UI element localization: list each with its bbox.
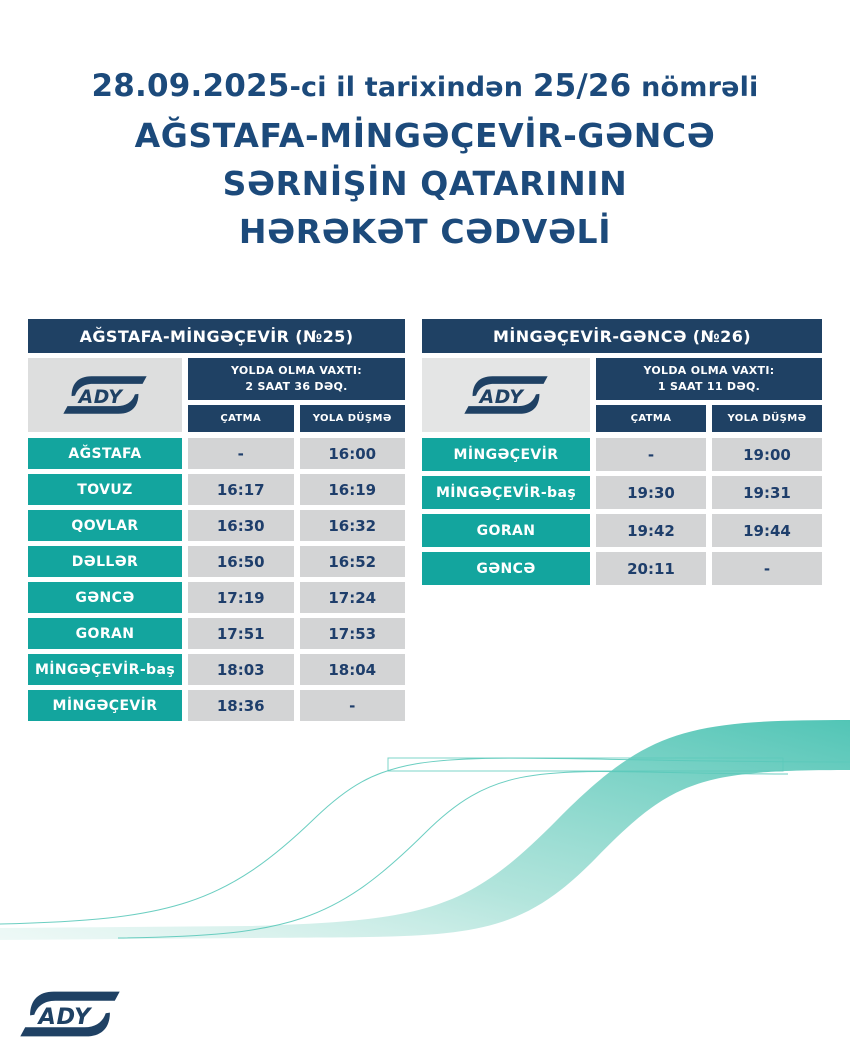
departure-column-header: YOLA DÜŞMƏ: [712, 405, 822, 432]
timetable-25-title: AĞSTAFA-MİNGƏÇEVİR (№25): [28, 319, 405, 353]
station-name: GORAN: [422, 514, 590, 547]
arrival-time: 16:17: [188, 474, 294, 505]
table-row: [422, 514, 822, 547]
timetable-25: [28, 319, 405, 721]
departure-time: 16:00: [300, 438, 406, 469]
wave-decoration: [0, 700, 850, 950]
poster-title: [0, 0, 850, 256]
ady-logo-cell: [422, 358, 590, 432]
table-row: [28, 510, 405, 541]
departure-time: 17:53: [300, 618, 406, 649]
title-train-type: SƏRNİŞİN QATARININ: [222, 164, 628, 203]
footer-ady-logo-icon: [16, 979, 124, 1049]
timetable-26-header: [422, 358, 822, 432]
table-row: [28, 546, 405, 577]
travel-time-label: YOLDA OLMA VAXTI:: [643, 364, 775, 378]
station-name: MİNGƏÇEVİR-baş: [28, 654, 182, 685]
ady-logo-icon: [61, 365, 149, 425]
table-row: [422, 552, 822, 585]
departure-time: 16:19: [300, 474, 406, 505]
ady-logo-icon: [462, 365, 550, 425]
travel-time-box: [596, 358, 822, 400]
arrival-time: 19:42: [596, 514, 706, 547]
table-row: [28, 654, 405, 685]
arrival-time: -: [596, 438, 706, 471]
departure-time: 19:00: [712, 438, 822, 471]
table-row: [422, 476, 822, 509]
timetable-25-header-right: [188, 358, 405, 432]
departure-time: 19:44: [712, 514, 822, 547]
arrival-time: 18:03: [188, 654, 294, 685]
column-headers: [188, 405, 405, 432]
table-row: [28, 618, 405, 649]
departure-column-header: YOLA DÜŞMƏ: [300, 405, 406, 432]
arrival-time: 18:36: [188, 690, 294, 721]
table-row: [422, 438, 822, 471]
timetable-25-header: [28, 358, 405, 432]
departure-time: 18:04: [300, 654, 406, 685]
timetable-26-rows: [422, 438, 822, 585]
table-row: [28, 690, 405, 721]
departure-time: -: [300, 690, 406, 721]
table-row: [28, 474, 405, 505]
timetable-26-header-right: [596, 358, 822, 432]
station-name: GƏNCƏ: [422, 552, 590, 585]
station-name: MİNGƏÇEVİR: [28, 690, 182, 721]
title-schedule-label: HƏRƏKƏT CƏDVƏLİ: [238, 212, 612, 251]
table-row: [28, 582, 405, 613]
arrival-time: 17:51: [188, 618, 294, 649]
arrival-time: 19:30: [596, 476, 706, 509]
title-line-date: [0, 62, 850, 112]
timetable-26: [422, 319, 822, 585]
timetables: [0, 319, 850, 721]
station-name: GƏNCƏ: [28, 582, 182, 613]
station-name: AĞSTAFA: [28, 438, 182, 469]
ady-logo-text: ADY: [78, 387, 123, 409]
departure-time: -: [712, 552, 822, 585]
arrival-time: 20:11: [596, 552, 706, 585]
title-route: AĞSTAFA-MİNGƏÇEVİR-GƏNCƏ: [134, 116, 716, 155]
title-date: 28.09.2025: [91, 68, 290, 104]
station-name: QOVLAR: [28, 510, 182, 541]
ady-logo-cell: [28, 358, 182, 432]
travel-time-value: 2 SAAT 36 DƏQ.: [245, 380, 348, 393]
departure-time: 16:52: [300, 546, 406, 577]
timetable-26-title: MİNGƏÇEVİR-GƏNCƏ (№26): [422, 319, 822, 353]
column-headers: [596, 405, 822, 432]
footer-ady-logo-text: ADY: [38, 1003, 91, 1030]
station-name: GORAN: [28, 618, 182, 649]
arrival-column-header: ÇATMA: [596, 405, 706, 432]
wave-band: [0, 720, 850, 940]
wave-outline-rect: [388, 758, 783, 771]
travel-time-label: YOLDA OLMA VAXTI:: [231, 364, 362, 378]
wave-outline-2: [118, 772, 788, 938]
arrival-column-header: ÇATMA: [188, 405, 294, 432]
travel-time-box: [188, 358, 405, 400]
arrival-time: 17:19: [188, 582, 294, 613]
title-suffix2: nömrəli: [641, 72, 759, 103]
station-name: MİNGƏÇEVİR-baş: [422, 476, 590, 509]
table-row: [28, 438, 405, 469]
arrival-time: 16:30: [188, 510, 294, 541]
station-name: DƏLLƏR: [28, 546, 182, 577]
ady-logo-text: ADY: [479, 387, 524, 409]
departure-time: 19:31: [712, 476, 822, 509]
arrival-time: -: [188, 438, 294, 469]
station-name: TOVUZ: [28, 474, 182, 505]
arrival-time: 16:50: [188, 546, 294, 577]
timetable-25-rows: [28, 438, 405, 721]
travel-time-value: 1 SAAT 11 DƏQ.: [657, 380, 761, 393]
station-name: MİNGƏÇEVİR: [422, 438, 590, 471]
departure-time: 17:24: [300, 582, 406, 613]
title-suffix1: -ci il tarixindən: [289, 72, 524, 103]
departure-time: 16:32: [300, 510, 406, 541]
wave-outline-1: [0, 758, 850, 924]
title-train-number: 25/26: [532, 68, 632, 104]
